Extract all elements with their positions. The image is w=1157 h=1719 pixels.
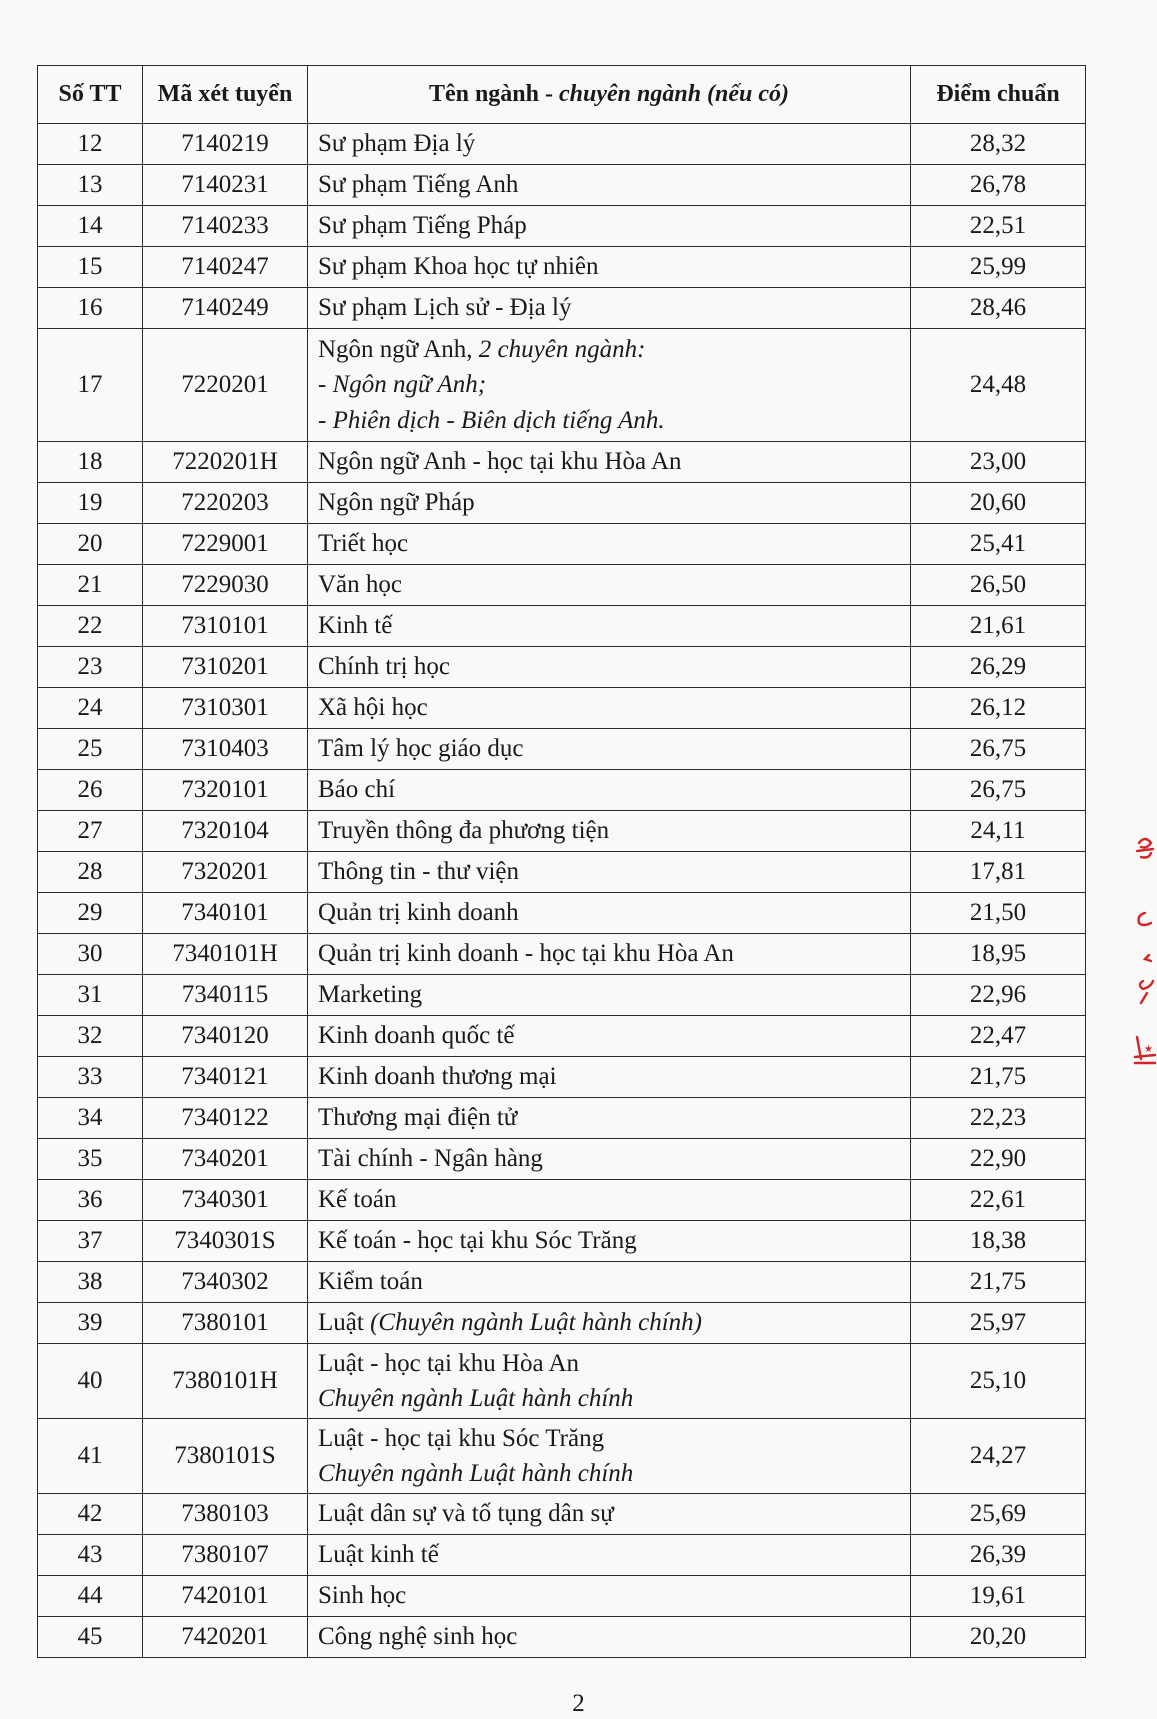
row-number: 18 [38, 442, 143, 483]
row-number: 45 [38, 1617, 143, 1658]
row-number: 29 [38, 893, 143, 934]
row-number: 42 [38, 1494, 143, 1535]
admission-code: 7340301S [143, 1221, 308, 1262]
table-row [38, 1098, 1086, 1139]
admission-code: 7140247 [143, 247, 308, 288]
row-number: 41 [38, 1419, 143, 1494]
admission-score-table [37, 65, 1086, 1658]
major-name: Quản trị kinh doanh [318, 899, 519, 927]
row-number: 40 [38, 1344, 143, 1419]
major-name-cell [308, 1344, 911, 1419]
major-name-cell [308, 852, 911, 893]
major-name: Luật kinh tế [318, 1541, 439, 1569]
row-number: 35 [38, 1139, 143, 1180]
cutoff-score: 21,75 [911, 1057, 1086, 1098]
cutoff-score: 26,12 [911, 688, 1086, 729]
admission-code: 7380101S [143, 1419, 308, 1494]
major-name-cell [308, 647, 911, 688]
cutoff-score: 26,78 [911, 165, 1086, 206]
table-row [38, 247, 1086, 288]
major-name-cell [308, 524, 911, 565]
table-row [38, 1016, 1086, 1057]
table-row [38, 442, 1086, 483]
cutoff-score: 26,29 [911, 647, 1086, 688]
admission-code: 7420201 [143, 1617, 308, 1658]
major-name-cell [308, 1535, 911, 1576]
major-name-cell [308, 124, 911, 165]
specialization-note: (Chuyên ngành Luật hành chính) [370, 1309, 702, 1337]
cutoff-score: 22,90 [911, 1139, 1086, 1180]
major-name: Chính trị học [318, 653, 450, 681]
admission-code: 7140233 [143, 206, 308, 247]
header-name-italic: chuyên ngành (nếu có) [559, 81, 790, 107]
admission-code: 7310101 [143, 606, 308, 647]
row-number: 22 [38, 606, 143, 647]
table-row [38, 688, 1086, 729]
row-number: 12 [38, 124, 143, 165]
cutoff-score: 24,48 [911, 329, 1086, 442]
cutoff-score: 24,11 [911, 811, 1086, 852]
cutoff-score: 17,81 [911, 852, 1086, 893]
major-name-cell [308, 1262, 911, 1303]
row-number: 32 [38, 1016, 143, 1057]
admission-code: 7229001 [143, 524, 308, 565]
table-header-row [38, 66, 1086, 124]
major-name-cell [308, 1098, 911, 1139]
table-row [38, 729, 1086, 770]
row-number: 34 [38, 1098, 143, 1139]
specialization-note: Chuyên ngành Luật hành chính [318, 1460, 634, 1487]
table-row [38, 524, 1086, 565]
cutoff-score: 18,95 [911, 934, 1086, 975]
major-name-cell [308, 1617, 911, 1658]
major-name-cell [308, 1139, 911, 1180]
major-name-cell [308, 442, 911, 483]
row-number: 19 [38, 483, 143, 524]
row-number: 30 [38, 934, 143, 975]
major-name: Kiểm toán [318, 1268, 423, 1296]
admission-code: 7310301 [143, 688, 308, 729]
header-name-main: Tên ngành - [428, 81, 559, 107]
table-row [38, 288, 1086, 329]
major-name: Quản trị kinh doanh - học tại khu Hòa An [318, 940, 734, 968]
admission-code: 7340101H [143, 934, 308, 975]
admission-code: 7340122 [143, 1098, 308, 1139]
admission-code: 7320104 [143, 811, 308, 852]
cutoff-score: 21,61 [911, 606, 1086, 647]
major-name-cell [308, 1221, 911, 1262]
major-name-cell [308, 1576, 911, 1617]
table-row [38, 1221, 1086, 1262]
major-name: Công nghệ sinh học [318, 1623, 518, 1651]
row-number: 17 [38, 329, 143, 442]
table-row [38, 165, 1086, 206]
row-number: 14 [38, 206, 143, 247]
table-row [38, 124, 1086, 165]
red-stamp-fragment [1127, 825, 1157, 1075]
major-name-cell [308, 1419, 911, 1494]
admission-code: 7340121 [143, 1057, 308, 1098]
table-row [38, 1617, 1086, 1658]
table-row [38, 206, 1086, 247]
cutoff-score: 23,00 [911, 442, 1086, 483]
admission-code: 7380103 [143, 1494, 308, 1535]
row-number: 31 [38, 975, 143, 1016]
major-name: Kế toán - học tại khu Sóc Trăng [318, 1227, 637, 1255]
table-row [38, 1057, 1086, 1098]
major-name-cell [308, 975, 911, 1016]
cutoff-score: 26,75 [911, 729, 1086, 770]
cutoff-score: 22,51 [911, 206, 1086, 247]
row-number: 24 [38, 688, 143, 729]
admission-code: 7340301 [143, 1180, 308, 1221]
table-row [38, 329, 1086, 442]
table-row [38, 483, 1086, 524]
cutoff-score: 19,61 [911, 1576, 1086, 1617]
admission-code: 7320101 [143, 770, 308, 811]
table-row [38, 647, 1086, 688]
table-row [38, 811, 1086, 852]
major-name-cell [308, 1494, 911, 1535]
major-name-cell [308, 606, 911, 647]
admission-code: 7220201 [143, 329, 308, 442]
major-name-cell [308, 1180, 911, 1221]
admission-code: 7380107 [143, 1535, 308, 1576]
header-no: Số TT [38, 66, 143, 124]
major-name: Báo chí [318, 776, 396, 804]
major-name: Kế toán [318, 1186, 397, 1214]
cutoff-score: 25,41 [911, 524, 1086, 565]
admission-code: 7340120 [143, 1016, 308, 1057]
cutoff-score: 25,97 [911, 1303, 1086, 1344]
cutoff-score: 18,38 [911, 1221, 1086, 1262]
table-row [38, 1180, 1086, 1221]
row-number: 21 [38, 565, 143, 606]
cutoff-score: 20,60 [911, 483, 1086, 524]
admission-code: 7340101 [143, 893, 308, 934]
cutoff-score: 25,99 [911, 247, 1086, 288]
table-row [38, 893, 1086, 934]
major-name: Marketing [318, 981, 423, 1009]
major-name: Luật [318, 1309, 371, 1337]
table-row [38, 1535, 1086, 1576]
admission-code: 7140231 [143, 165, 308, 206]
major-name: Sư phạm Tiếng Pháp [318, 212, 527, 240]
row-number: 38 [38, 1262, 143, 1303]
admission-code: 7380101H [143, 1344, 308, 1419]
major-name-cell [308, 893, 911, 934]
major-name-cell [308, 483, 911, 524]
major-name: Sư phạm Khoa học tự nhiên [318, 253, 599, 281]
row-number: 16 [38, 288, 143, 329]
table-row [38, 975, 1086, 1016]
cutoff-score: 22,47 [911, 1016, 1086, 1057]
cutoff-score: 22,23 [911, 1098, 1086, 1139]
table-row [38, 1494, 1086, 1535]
major-name: Sinh học [318, 1582, 407, 1610]
major-name-cell [308, 1016, 911, 1057]
cutoff-score: 28,32 [911, 124, 1086, 165]
major-name-cell [308, 729, 911, 770]
cutoff-score: 28,46 [911, 288, 1086, 329]
specialization-note: Chuyên ngành Luật hành chính [318, 1385, 634, 1412]
row-number: 27 [38, 811, 143, 852]
major-name: Thương mại điện tử [318, 1104, 518, 1132]
cutoff-score: 21,50 [911, 893, 1086, 934]
major-name: Sư phạm Tiếng Anh [318, 171, 519, 199]
admission-code: 7220203 [143, 483, 308, 524]
table-row [38, 770, 1086, 811]
admission-code: 7140249 [143, 288, 308, 329]
cutoff-score: 25,10 [911, 1344, 1086, 1419]
row-number: 15 [38, 247, 143, 288]
row-number: 26 [38, 770, 143, 811]
admission-code: 7310201 [143, 647, 308, 688]
table-row [38, 1262, 1086, 1303]
major-name: Ngôn ngữ Anh, [318, 335, 479, 363]
table-row [38, 1139, 1086, 1180]
specialization-item: - Ngôn ngữ Anh; [318, 371, 487, 399]
row-number: 33 [38, 1057, 143, 1098]
admission-code: 7229030 [143, 565, 308, 606]
cutoff-score: 26,75 [911, 770, 1086, 811]
major-name-cell [308, 1057, 911, 1098]
major-name-cell [308, 329, 911, 442]
major-name-cell [308, 565, 911, 606]
admission-code: 7340201 [143, 1139, 308, 1180]
admission-code: 7420101 [143, 1576, 308, 1617]
table-row [38, 1303, 1086, 1344]
major-name-cell [308, 1303, 911, 1344]
header-name [308, 66, 911, 124]
header-code: Mã xét tuyển [143, 66, 308, 124]
major-name: Tâm lý học giáo dục [318, 735, 524, 763]
major-name-cell [308, 811, 911, 852]
row-number: 44 [38, 1576, 143, 1617]
table-row [38, 934, 1086, 975]
major-name: Tài chính - Ngân hàng [318, 1145, 543, 1173]
cutoff-score: 25,69 [911, 1494, 1086, 1535]
page-number: 2 [572, 1690, 585, 1717]
svg-text:★: ★ [1144, 1044, 1153, 1055]
major-name: Xã hội học [318, 694, 428, 722]
major-name: Luật - học tại khu Hòa An [318, 1349, 580, 1377]
row-number: 25 [38, 729, 143, 770]
major-name-cell [308, 688, 911, 729]
major-name: Triết học [318, 530, 409, 558]
admission-code: 7340302 [143, 1262, 308, 1303]
major-name-cell [308, 934, 911, 975]
cutoff-score: 24,27 [911, 1419, 1086, 1494]
cutoff-score: 21,75 [911, 1262, 1086, 1303]
major-name: Luật - học tại khu Sóc Trăng [318, 1424, 605, 1452]
major-name: Ngôn ngữ Anh - học tại khu Hòa An [318, 448, 682, 476]
row-number: 43 [38, 1535, 143, 1576]
row-number: 39 [38, 1303, 143, 1344]
table-row [38, 565, 1086, 606]
major-name-cell [308, 165, 911, 206]
table-row [38, 852, 1086, 893]
row-number: 37 [38, 1221, 143, 1262]
row-number: 20 [38, 524, 143, 565]
cutoff-score: 26,39 [911, 1535, 1086, 1576]
major-name-cell [308, 206, 911, 247]
row-number: 13 [38, 165, 143, 206]
major-name: Kinh tế [318, 612, 393, 640]
cutoff-score: 22,96 [911, 975, 1086, 1016]
row-number: 28 [38, 852, 143, 893]
major-name-cell [308, 247, 911, 288]
major-name-cell [308, 288, 911, 329]
major-name: Sư phạm Địa lý [318, 130, 476, 158]
major-name: Kinh doanh thương mại [318, 1063, 557, 1091]
major-name: Ngôn ngữ Pháp [318, 489, 475, 517]
major-name: Sư phạm Lịch sử - Địa lý [318, 294, 572, 322]
table-row [38, 1344, 1086, 1419]
admission-code: 7220201H [143, 442, 308, 483]
row-number: 23 [38, 647, 143, 688]
header-score: Điểm chuẩn [911, 66, 1086, 124]
major-name: Thông tin - thư viện [318, 858, 520, 886]
specialization-item: - Phiên dịch - Biên dịch tiếng Anh. [318, 406, 665, 434]
admission-code: 7340115 [143, 975, 308, 1016]
admission-code: 7310403 [143, 729, 308, 770]
table-row [38, 606, 1086, 647]
major-name: Văn học [318, 571, 402, 599]
row-number: 36 [38, 1180, 143, 1221]
table-row [38, 1419, 1086, 1494]
major-name: Kinh doanh quốc tế [318, 1022, 515, 1050]
cutoff-score: 20,20 [911, 1617, 1086, 1658]
major-name-cell [308, 770, 911, 811]
table-row [38, 1576, 1086, 1617]
major-name: Luật dân sự và tố tụng dân sự [318, 1500, 614, 1528]
admission-code: 7320201 [143, 852, 308, 893]
cutoff-score: 26,50 [911, 565, 1086, 606]
specialization-note: 2 chuyên ngành: [478, 335, 646, 363]
cutoff-score: 22,61 [911, 1180, 1086, 1221]
major-name: Truyền thông đa phương tiện [318, 817, 610, 845]
admission-code: 7140219 [143, 124, 308, 165]
admission-code: 7380101 [143, 1303, 308, 1344]
